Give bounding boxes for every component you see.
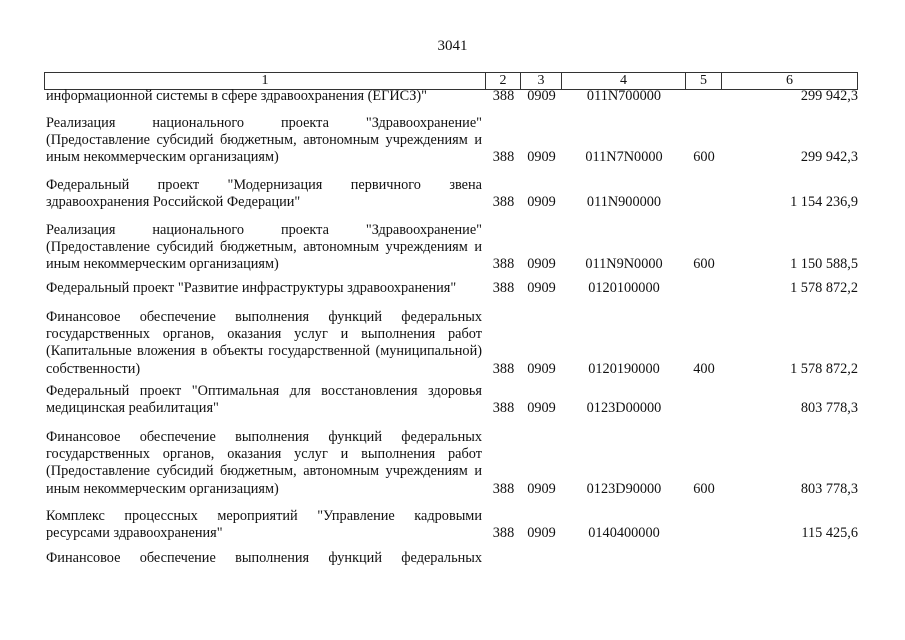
row-col-2: 388 [492, 400, 515, 417]
header-col-2: 2 [486, 73, 521, 89]
row-col-4: 011N700000 [586, 88, 662, 104]
row-col-2: 388 [492, 480, 515, 497]
row-col-4: 0140400000 [588, 525, 660, 542]
table-row [44, 115, 858, 167]
row-col-3: 0909 [527, 480, 556, 497]
row-col-4: 0120100000 [588, 280, 660, 296]
page-number: 3041 [437, 38, 468, 54]
row-description: Финансовое обеспечение выполнения функций федеральных государственных органов, оказания услуг и выполнения работ (Предоставление субсидий бюджетным, автономным учреждениям и иным некоммерческим организациям) [46, 429, 482, 497]
row-description: Федеральный проект "Модернизация первичного звена здравоохранения Российской Федерации" [46, 177, 482, 211]
row-col-3: 0909 [527, 360, 556, 377]
row-col-6: 803 778,3 [800, 480, 858, 497]
row-col-2: 388 [492, 194, 515, 211]
row-col-6: 1 150 588,5 [790, 256, 858, 273]
row-description: Федеральный проект "Развитие инфраструктуры здравоохранения" [46, 280, 457, 296]
row-description: Реализация национального проекта "Здравоохранение" (Предоставление субсидий бюджетным, автономным учреждениям и иным некоммерческим организациям) [46, 222, 482, 273]
row-description: Финансовое обеспечение выполнения функций федеральных государственных органов, оказания услуг и выполнения работ (Капитальные вложения в объекты государственной (муниципальной) собственности) [46, 309, 482, 377]
row-col-5: 600 [693, 149, 715, 166]
header-col-3: 3 [521, 73, 562, 89]
row-col-6: 1 578 872,2 [790, 360, 858, 377]
row-col-6: 1 578 872,2 [790, 280, 858, 296]
row-description: Федеральный проект "Оптимальная для восстановления здоровья медицинская реабилитация" [46, 383, 482, 417]
row-col-2: 388 [492, 256, 515, 273]
header-col-1: 1 [44, 73, 486, 89]
table-row [44, 550, 858, 567]
row-description: Комплекс процессных мероприятий "Управление кадровыми ресурсами здравоохранения" [46, 508, 482, 542]
table-row [44, 88, 858, 105]
row-col-4: 011N7N0000 [585, 149, 663, 166]
row-col-2: 388 [492, 360, 515, 377]
row-col-4: 011N900000 [586, 194, 662, 211]
row-col-2: 388 [492, 88, 515, 104]
row-col-3: 0909 [527, 280, 556, 296]
row-col-4: 0120190000 [588, 360, 660, 377]
row-description: Финансовое обеспечение выполнения функций федеральных [46, 550, 482, 566]
row-col-2: 388 [492, 149, 515, 166]
row-col-4: 0123D00000 [586, 400, 662, 417]
table-row [44, 222, 858, 274]
row-col-3: 0909 [527, 88, 556, 104]
table-row [44, 429, 858, 498]
row-col-6: 299 942,3 [800, 149, 858, 166]
row-col-5: 600 [693, 480, 715, 497]
row-col-3: 0909 [527, 149, 556, 166]
row-col-2: 388 [492, 525, 515, 542]
row-col-6: 1 154 236,9 [790, 194, 858, 211]
row-col-6: 115 425,6 [801, 525, 858, 542]
header-col-4: 4 [562, 73, 686, 89]
header-col-6: 6 [722, 73, 858, 89]
header-col-5: 5 [686, 73, 722, 89]
row-col-3: 0909 [527, 256, 556, 273]
row-description: информационной системы в сфере здравоохранения (ЕГИСЗ)" [46, 88, 427, 104]
table-row [44, 508, 858, 542]
row-description: Реализация национального проекта "Здравоохранение" (Предоставление субсидий бюджетным, автономным учреждениям и иным некоммерческим организациям) [46, 115, 482, 166]
row-col-4: 011N9N0000 [585, 256, 663, 273]
row-col-6: 299 942,3 [800, 88, 858, 104]
row-col-5: 400 [693, 360, 715, 377]
table-row [44, 383, 858, 417]
row-col-6: 803 778,3 [800, 400, 858, 417]
table-row [44, 309, 858, 378]
row-col-4: 0123D90000 [586, 480, 662, 497]
row-col-3: 0909 [527, 400, 556, 417]
row-col-2: 388 [492, 280, 515, 296]
row-col-3: 0909 [527, 525, 556, 542]
table-row [44, 280, 858, 297]
row-col-3: 0909 [527, 194, 556, 211]
table-row [44, 177, 858, 211]
row-col-5: 600 [693, 256, 715, 273]
